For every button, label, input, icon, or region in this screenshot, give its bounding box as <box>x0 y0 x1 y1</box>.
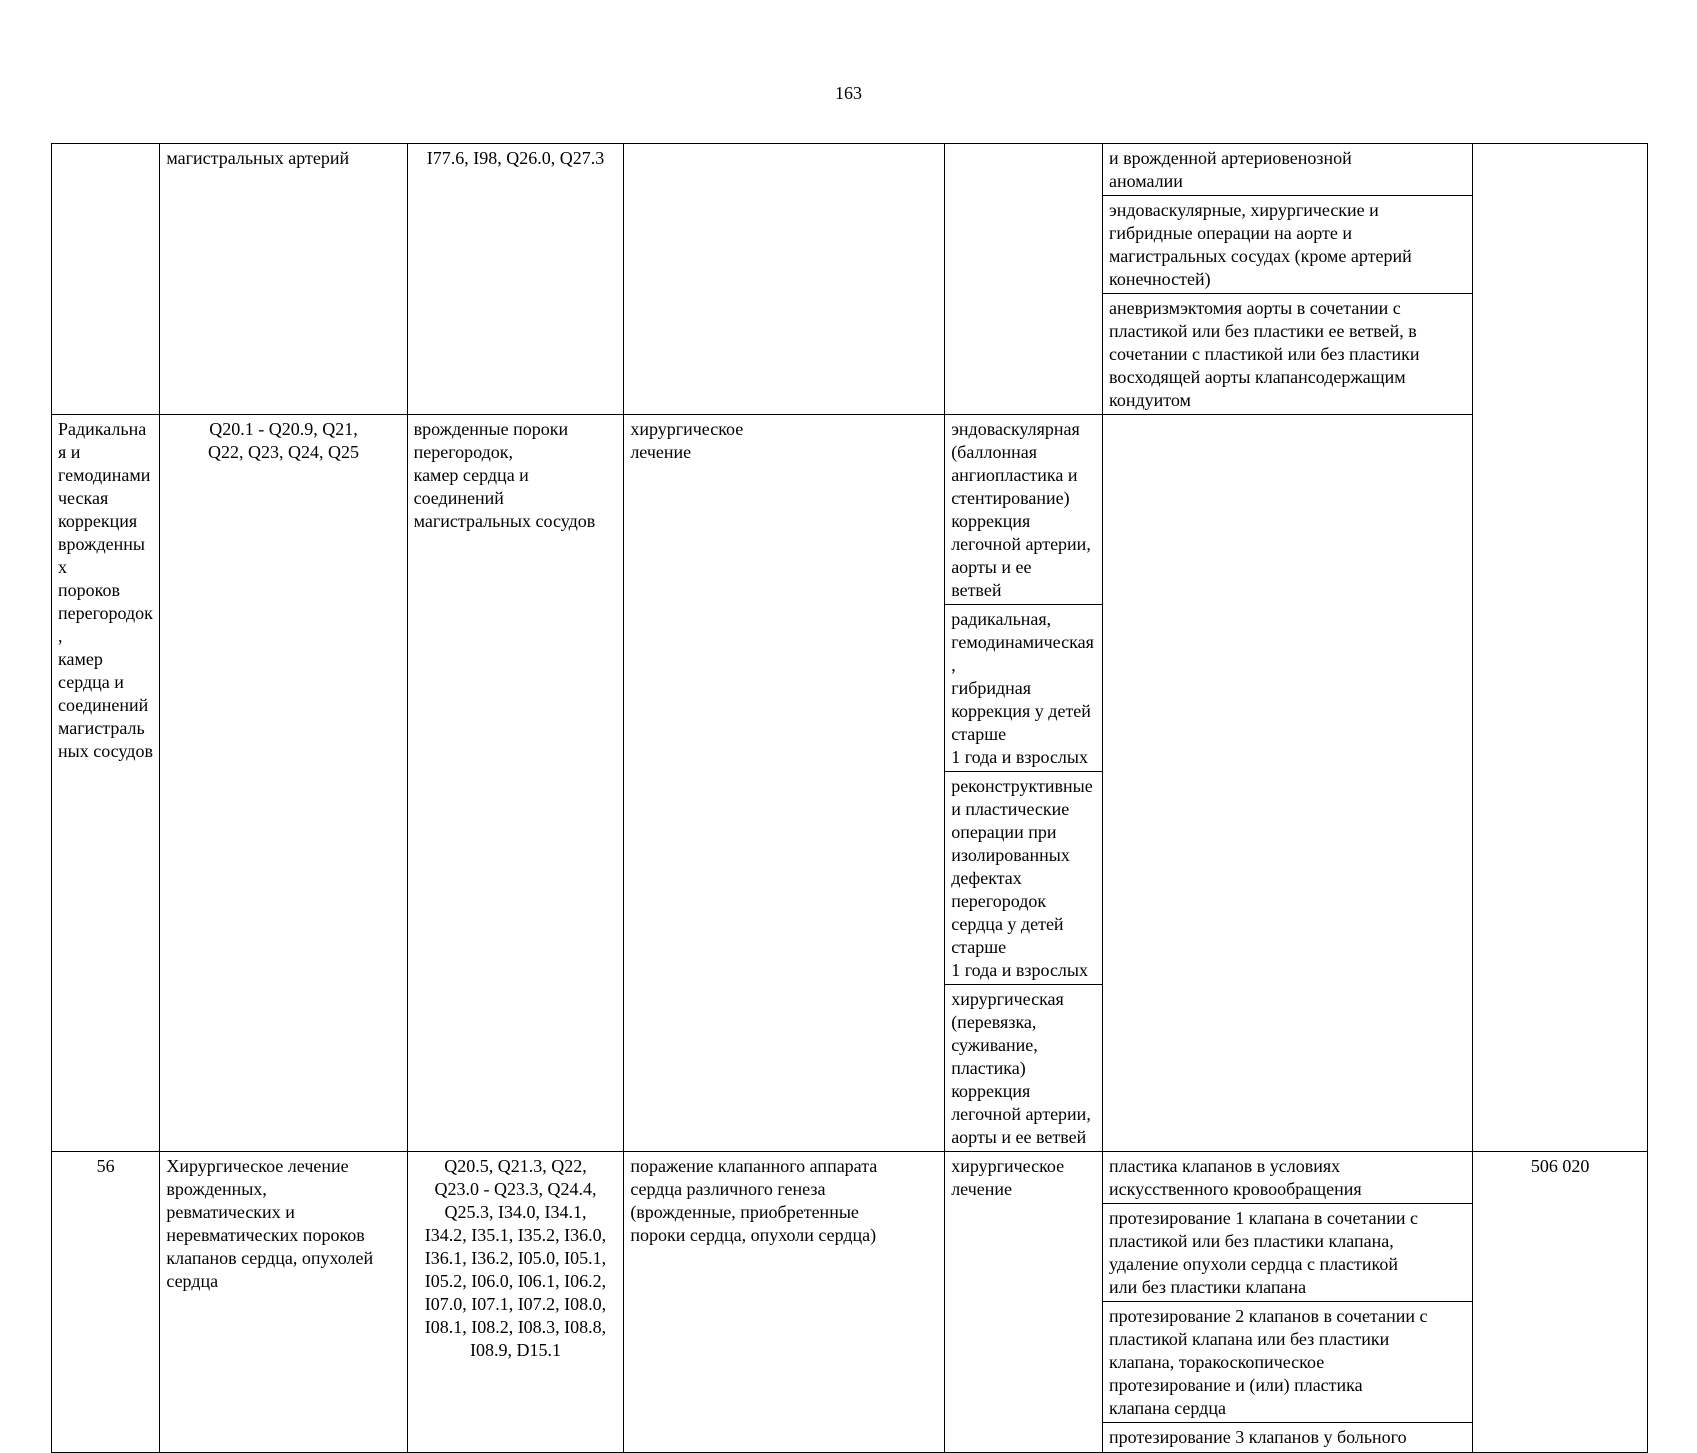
cell-method: аневризмэктомия аорты в сочетании с пластикой или без пластики ее ветвей, в сочетании с пластикой или без пластики восходящей аорты клапансодержащим кондуитом <box>1102 294 1472 415</box>
cell-method: пластика клапанов в условиях искусственного кровообращения <box>1102 1152 1472 1204</box>
cell-care-type: Радикальная и гемодинамическая коррекция врожденных пороков перегородок, камер сердца и соединений магистральных сосудов <box>52 415 160 1152</box>
cell-icd-codes: Q20.1 - Q20.9, Q21, Q22, Q23, Q24, Q25 <box>160 415 407 1152</box>
cell-treatment-type <box>945 144 1103 415</box>
cell-treatment-type: хирургическое лечение <box>945 1152 1103 1453</box>
cell-treatment-type: хирургическое лечение <box>624 415 945 1152</box>
cell-patient-model: поражение клапанного аппарата сердца различного генеза (врожденные, приобретенные пороки сердца, опухоли сердца) <box>624 1152 945 1453</box>
cell-number: 56 <box>52 1152 160 1453</box>
cell-number <box>52 144 160 415</box>
cell-icd-codes: I77.6, I98, Q26.0, Q27.3 <box>407 144 624 415</box>
table-row <box>52 1152 1648 1204</box>
cell-method: и врожденной артериовенозной аномалии <box>1102 144 1472 196</box>
cell-care-type: Хирургическое лечение врожденных, ревматических и неревматических пороков клапанов сердца, опухолей сердца <box>160 1152 407 1453</box>
cell-patient-model <box>624 144 945 415</box>
cell-method: радикальная, гемодинамическая, гибридная коррекция у детей старше 1 года и взрослых <box>945 605 1103 772</box>
cell-method: эндоваскулярная (баллонная ангиопластика и стентирование) коррекция легочной артерии, аорты и ее ветвей <box>945 415 1103 605</box>
cell-care-type: магистральных артерий <box>160 144 407 415</box>
cell-method: хирургическая (перевязка, суживание, пластика) коррекция легочной артерии, аорты и ее ветвей <box>945 985 1103 1152</box>
cell-icd-codes: Q20.5, Q21.3, Q22, Q23.0 - Q23.3, Q24.4, Q25.3, I34.0, I34.1, I34.2, I35.1, I35.2, I36.0, I36.1, I36.2, I05.0, I05.1, I05.2, I06.0, I06.1, I06.2, I07.0, I07.1, I07.2, I08.0, I08.1, I08.2, I08.3, I08.8, I08.9, D15.1 <box>407 1152 624 1453</box>
cell-cost: 506 020 <box>1473 1152 1648 1453</box>
page-number: 163 <box>835 83 862 103</box>
cell-cost <box>1473 144 1648 1152</box>
cell-method: эндоваскулярные, хирургические и гибридные операции на аорте и магистральных сосудах (кроме артерий конечностей) <box>1102 196 1472 294</box>
table-row <box>52 415 1648 605</box>
cell-method: протезирование 1 клапана в сочетании с пластикой или без пластики клапана, удаление опухоли сердца с пластикой или без пластики клапана <box>1102 1204 1472 1302</box>
table-row <box>52 144 1648 196</box>
cell-method: реконструктивные и пластические операции при изолированных дефектах перегородок сердца у детей старше 1 года и взрослых <box>945 772 1103 985</box>
cell-method: протезирование 3 клапанов у больного <box>1102 1423 1472 1453</box>
cell-patient-model: врожденные пороки перегородок, камер сердца и соединений магистральных сосудов <box>407 415 624 1152</box>
medical-care-table <box>51 143 1648 1453</box>
cell-method: протезирование 2 клапанов в сочетании с пластикой клапана или без пластики клапана, торакоскопическое протезирование и (или) пластика клапана сердца <box>1102 1302 1472 1423</box>
